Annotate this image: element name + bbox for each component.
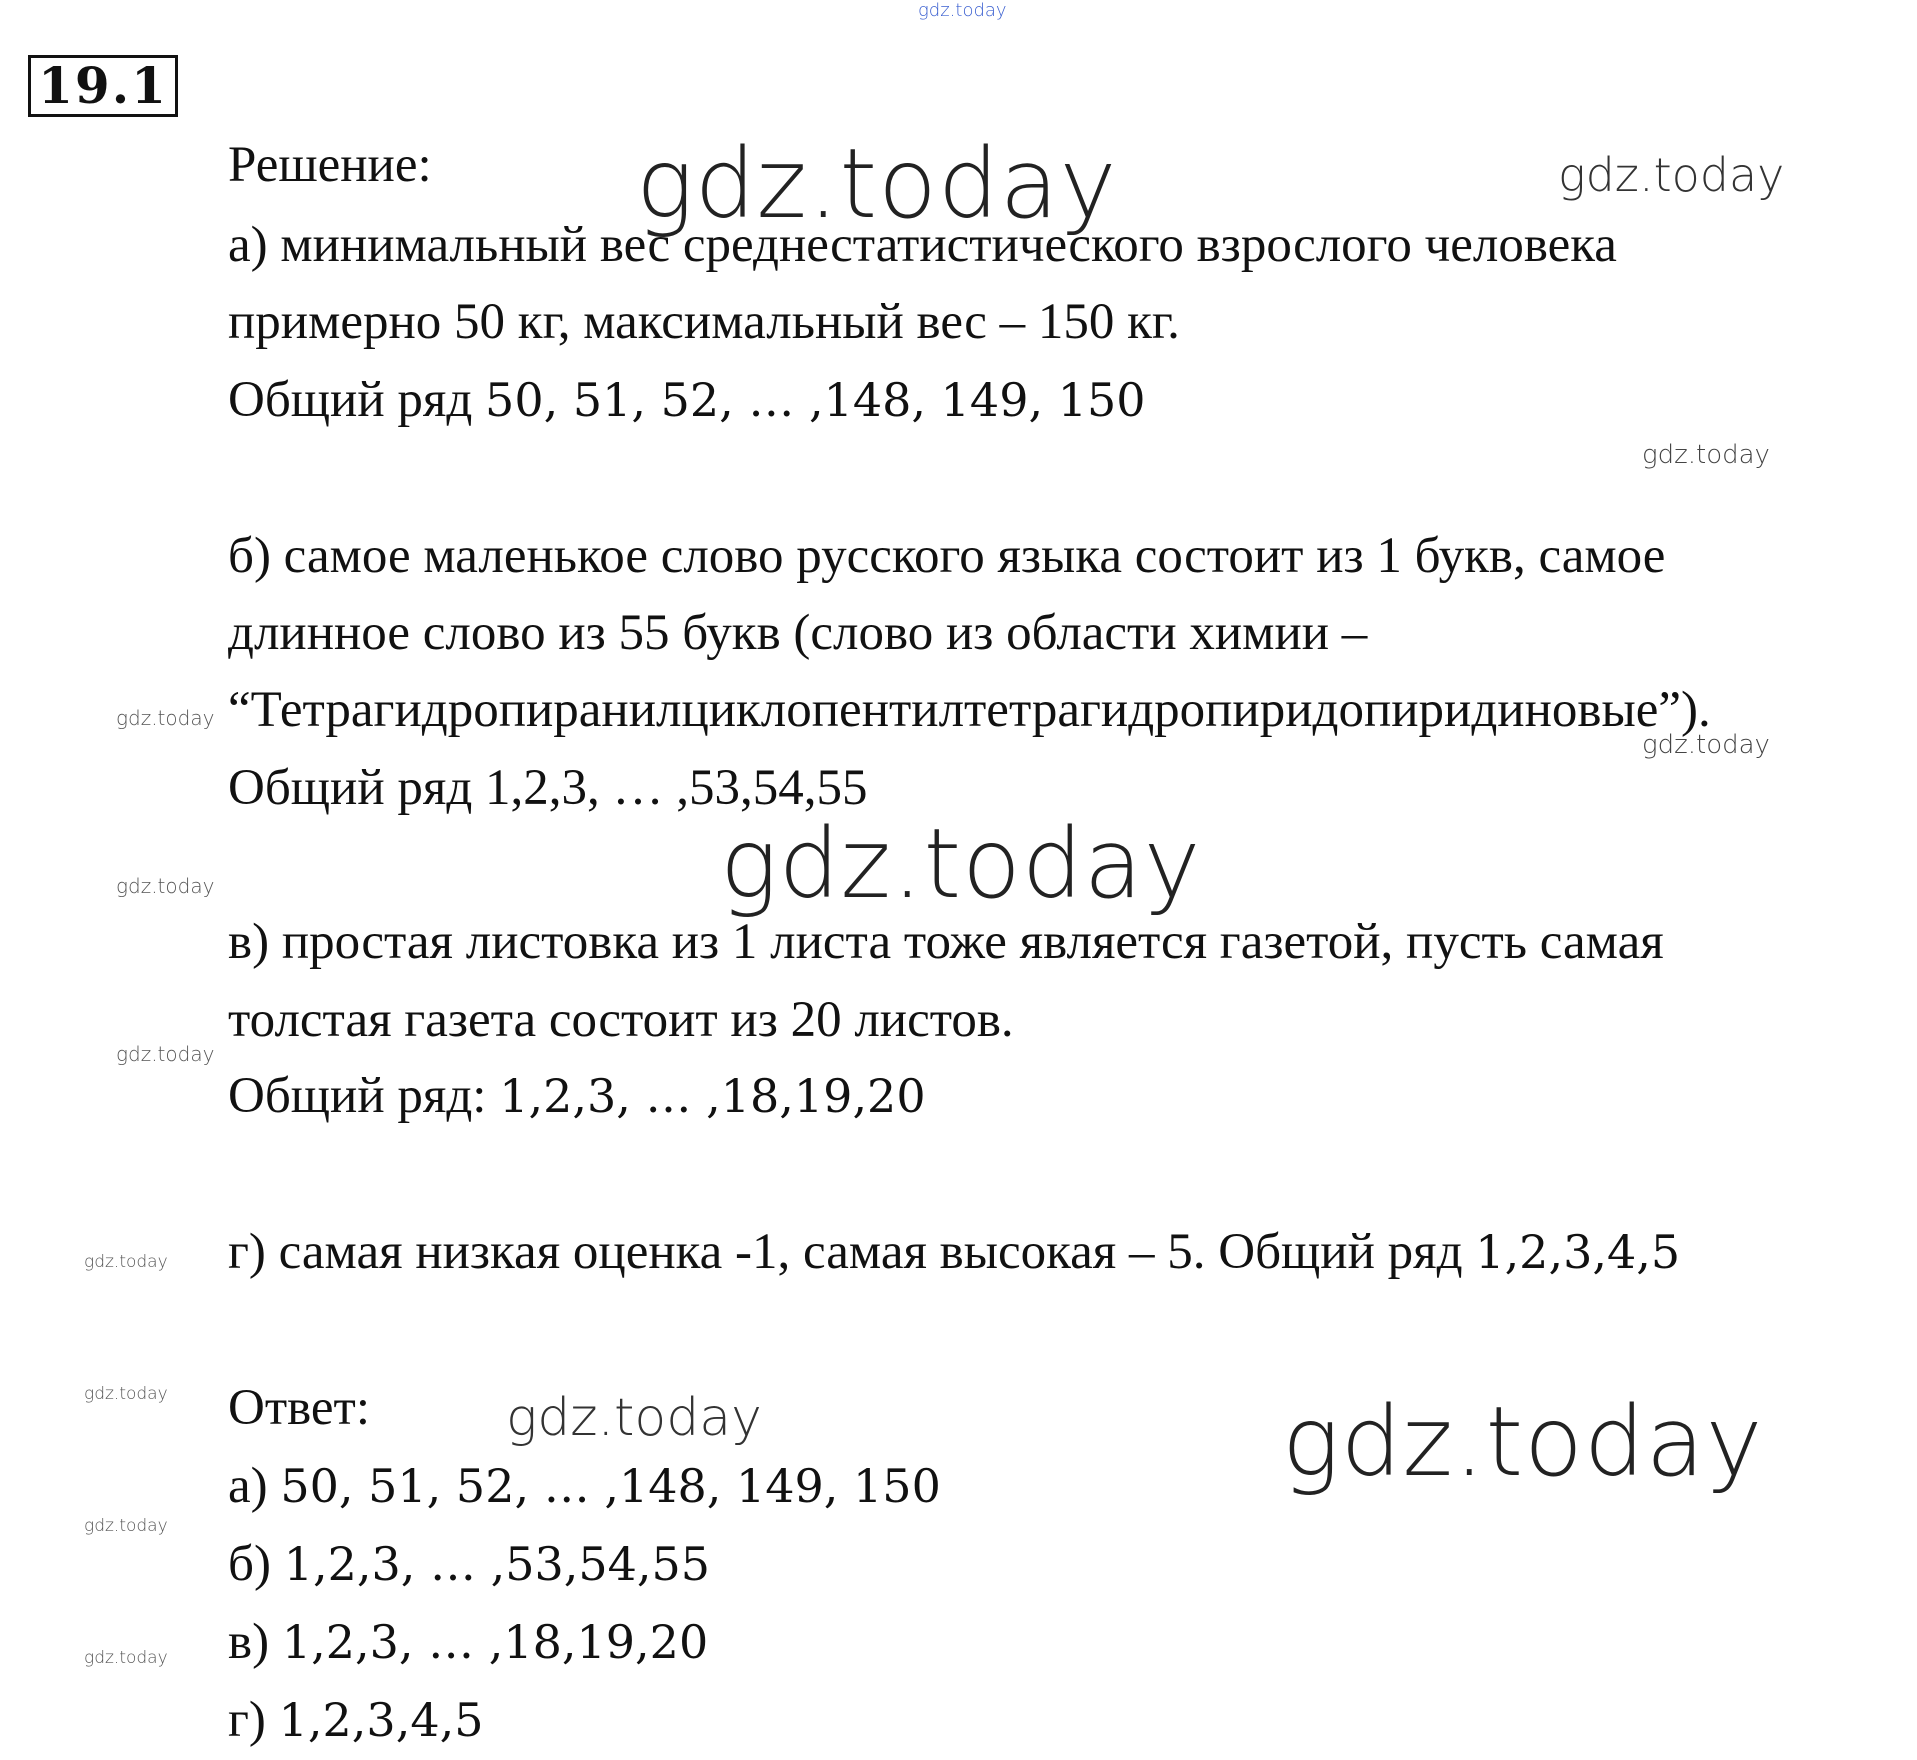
solution-a-series-line — [228, 370, 1146, 430]
solution-c-series-line — [228, 1066, 926, 1126]
answer-heading: Ответ: — [228, 1380, 370, 1436]
watermark-large-1: gdz.today — [636, 128, 1118, 240]
watermark-tiny-6: gdz.today — [84, 1516, 168, 1536]
solution-b-series-line — [228, 758, 868, 818]
answer-d: 1,2,3,4,5 — [278, 1693, 484, 1747]
solution-heading: Решение: — [228, 137, 432, 193]
answer-b-label: б) — [228, 1536, 271, 1592]
watermark-large-3: gdz.today — [1282, 1386, 1764, 1498]
solution-d-text: г) самая низкая оценка -1, самая высокая – 5. Общий ряд — [228, 1224, 1463, 1280]
answer-c-label: в) — [228, 1614, 270, 1670]
answer-a-label: а) — [228, 1458, 268, 1514]
answer-d-label: г) — [228, 1692, 266, 1748]
answer-d-line — [228, 1690, 483, 1750]
watermark-tiny-2: gdz.today — [116, 874, 215, 898]
watermark-tiny-3: gdz.today — [116, 1042, 215, 1066]
answer-c: 1,2,3, … ,18,19,20 — [281, 1615, 709, 1669]
solution-b-line1: б) самое маленькое слово русского языка состоит из 1 букв, самое — [228, 528, 1666, 584]
solution-a-series: 50, 51, 52, … ,148, 149, 150 — [485, 373, 1146, 427]
solution-b-line3: “Тетрагидропиранилциклопентилтетрагидропиридопиридиновые”). — [228, 682, 1711, 738]
problem-number: 19.1 — [28, 55, 178, 117]
solution-c-series: 1,2,3, … ,18,19,20 — [499, 1069, 926, 1123]
solution-c-line1: в) простая листовка из 1 листа тоже является газетой, пусть самая — [228, 914, 1664, 970]
solution-b-series-label: Общий ряд — [228, 760, 473, 816]
watermark-mid-2: gdz.today — [506, 1388, 762, 1448]
solution-a-line1: а) минимальный вес среднестатистического взрослого человека — [228, 217, 1617, 273]
solution-b-line2: длинное слово из 55 букв (слово из области химии – — [228, 605, 1368, 661]
watermark-top: gdz.today — [918, 0, 1007, 21]
answer-a: 50, 51, 52, … ,148, 149, 150 — [280, 1459, 941, 1513]
watermark-small-2: gdz.today — [1642, 730, 1770, 760]
solution-c-line2: толстая газета состоит из 20 листов. — [228, 992, 1014, 1048]
solution-d-series: 1,2,3,4,5 — [1475, 1225, 1681, 1279]
answer-b-line — [228, 1534, 710, 1594]
watermark-tiny-1: gdz.today — [116, 706, 215, 730]
watermark-tiny-4: gdz.today — [84, 1252, 168, 1272]
solution-a-line2: примерно 50 кг, максимальный вес – 150 кг. — [228, 294, 1180, 350]
solution-c-series-label: Общий ряд: — [228, 1068, 487, 1124]
solution-a-series-label: Общий ряд — [228, 372, 473, 428]
watermark-mid-1: gdz.today — [1558, 148, 1785, 202]
watermark-small-1: gdz.today — [1642, 440, 1770, 470]
watermark-tiny-7: gdz.today — [84, 1648, 168, 1668]
answer-b: 1,2,3, … ,53,54,55 — [283, 1537, 711, 1591]
answer-c-line — [228, 1612, 708, 1672]
solution-b-series: 1,2,3, … ,53,54,55 — [485, 760, 868, 816]
watermark-large-2: gdz.today — [720, 808, 1202, 920]
answer-a-line — [228, 1456, 941, 1516]
watermark-tiny-5: gdz.today — [84, 1384, 168, 1404]
solution-d-line — [228, 1222, 1680, 1282]
